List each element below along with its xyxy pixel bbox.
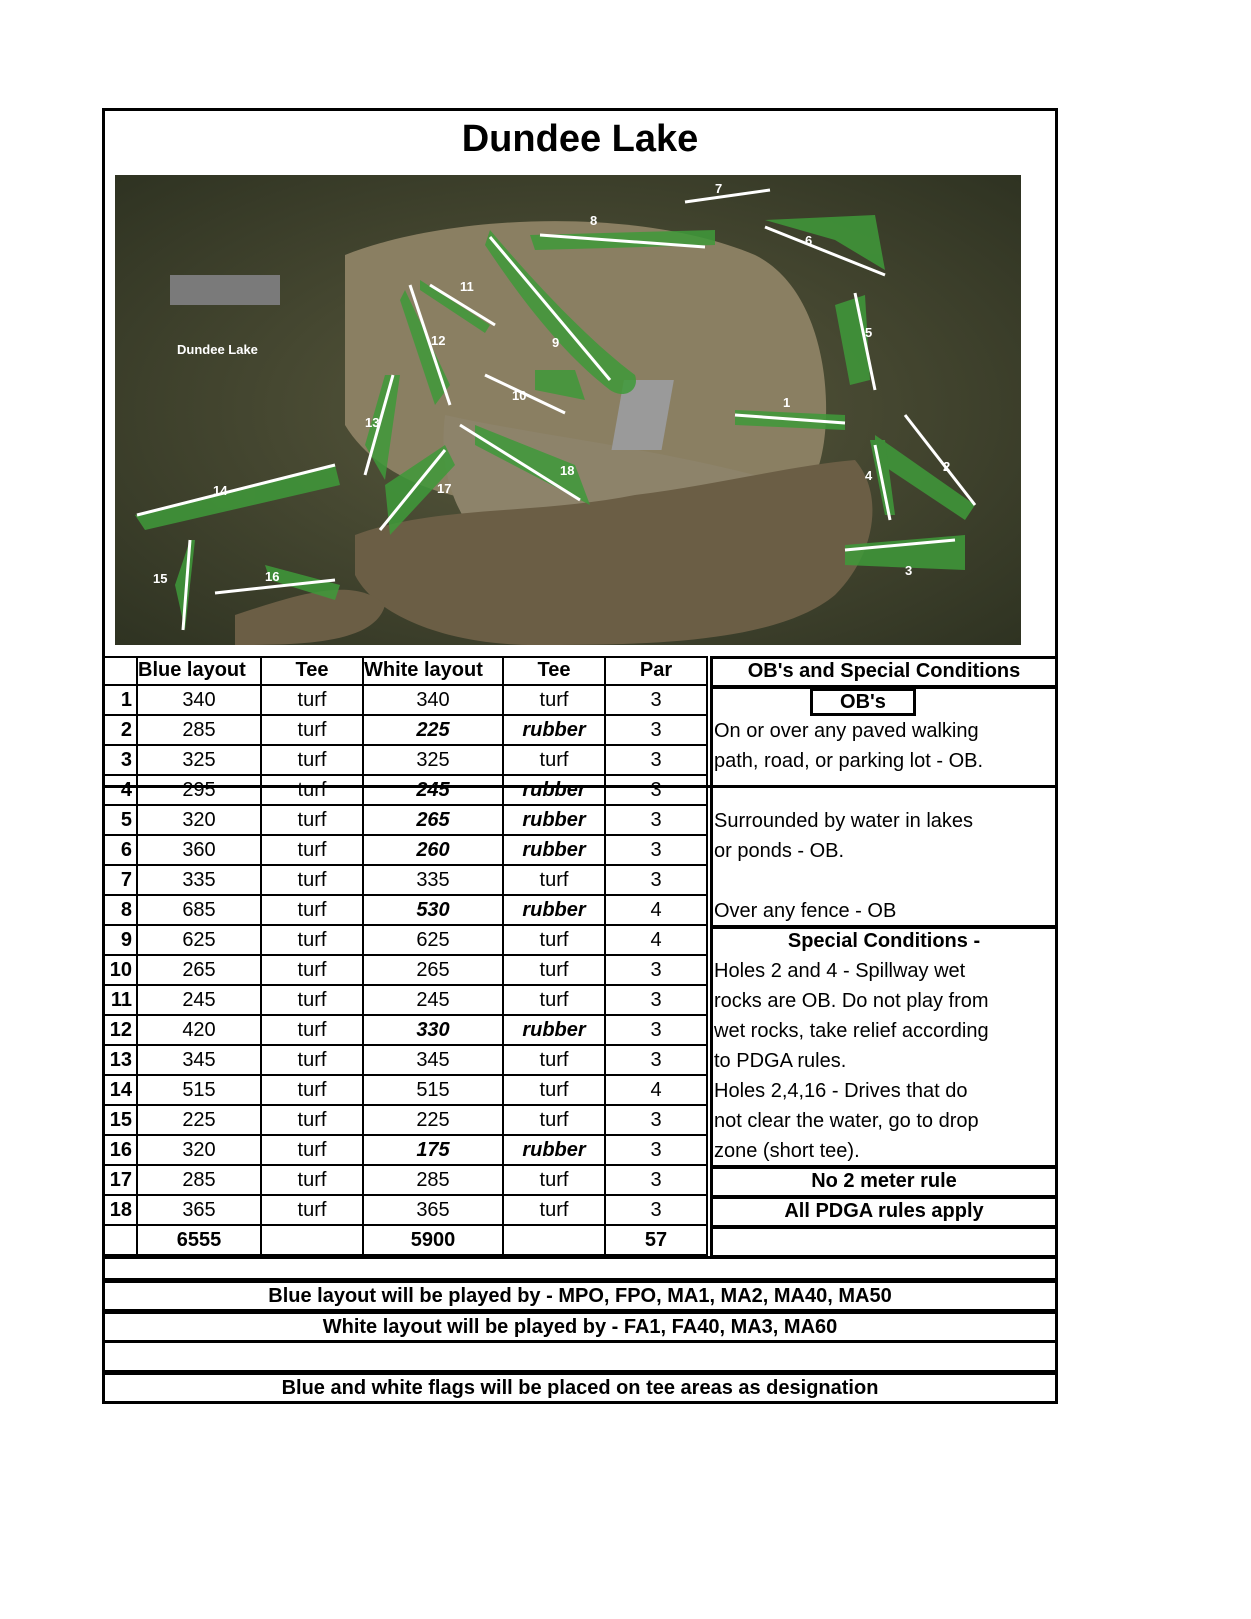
table-cell: turf [262, 686, 364, 716]
table-header-3: White layout [364, 656, 504, 686]
special-line: Holes 2 and 4 - Spillway wet [714, 959, 966, 982]
table-cell: turf [262, 1196, 364, 1226]
hole-number: 12 [102, 1016, 138, 1046]
hole-number: 11 [102, 986, 138, 1016]
map-hole-9: 9 [552, 335, 560, 350]
table-header-5: Par [606, 656, 708, 686]
table-cell: 340 [138, 686, 262, 716]
table-cell: turf [262, 986, 364, 1016]
ob-line [714, 776, 1054, 806]
table-cell: 320 [138, 806, 262, 836]
table-cell: 3 [606, 986, 708, 1016]
special-line: not clear the water, go to drop [714, 1109, 979, 1132]
table-cell: turf [262, 1076, 364, 1106]
table-cell: turf [504, 1196, 606, 1226]
table-cell: 345 [364, 1046, 504, 1076]
special-line: to PDGA rules. [714, 1049, 847, 1072]
table-cell: 3 [606, 1106, 708, 1136]
table-cell: rubber [504, 1136, 606, 1166]
table-bottom-rule [102, 1256, 1058, 1259]
table-cell: 335 [364, 866, 504, 896]
table-cell: rubber [504, 776, 606, 806]
hole-number: 15 [102, 1106, 138, 1136]
table-cell: rubber [504, 836, 606, 866]
table-cell: 3 [606, 956, 708, 986]
map-hole-8: 8 [590, 213, 598, 228]
table-cell: turf [504, 746, 606, 776]
map-hole-18: 18 [560, 463, 575, 478]
ob-line: or ponds - OB. [714, 839, 845, 862]
table-cell: 625 [138, 926, 262, 956]
table-cell: 515 [138, 1076, 262, 1106]
table-cell: 3 [606, 686, 708, 716]
map-hole-3: 3 [905, 563, 913, 578]
special-line: rocks are OB. Do not play from [714, 989, 989, 1012]
totals-cell [102, 1226, 138, 1256]
conditions-header: OB's and Special Conditions [747, 659, 1021, 682]
table-cell: 325 [364, 746, 504, 776]
table-header-4: Tee [504, 656, 606, 686]
table-cell: 3 [606, 866, 708, 896]
table-cell: turf [262, 1016, 364, 1046]
conditions-blank-box [710, 1226, 1058, 1258]
blank-row-2 [102, 1342, 1058, 1373]
table-cell: 360 [138, 836, 262, 866]
totals-cell [504, 1226, 606, 1256]
table-cell: turf [262, 836, 364, 866]
ob-line: Over any fence - OB [714, 899, 897, 922]
table-cell: rubber [504, 896, 606, 926]
map-lake-label: Dundee Lake [177, 342, 258, 357]
table-cell: 3 [606, 1016, 708, 1046]
table-cell: 4 [606, 1076, 708, 1106]
table-header-2: Tee [262, 656, 364, 686]
map-hole-7: 7 [715, 181, 723, 196]
table-cell: rubber [504, 1016, 606, 1046]
table-cell: 245 [364, 986, 504, 1016]
hole-number: 18 [102, 1196, 138, 1226]
table-cell: 225 [138, 1106, 262, 1136]
table-cell: turf [262, 746, 364, 776]
table-cell: 285 [364, 1166, 504, 1196]
table-cell: 225 [364, 716, 504, 746]
hole-number: 16 [102, 1136, 138, 1166]
table-cell: 285 [138, 716, 262, 746]
table-cell: turf [262, 1166, 364, 1196]
table-cell: 345 [138, 1046, 262, 1076]
table-cell: 4 [606, 896, 708, 926]
table-cell: 265 [364, 806, 504, 836]
hole-number: 4 [102, 776, 138, 806]
table-cell: turf [504, 926, 606, 956]
special-title: Special Conditions - [787, 929, 981, 952]
flags-note: Blue and white flags will be placed on tee areas as designation [102, 1372, 1058, 1404]
frame-left [102, 108, 105, 1404]
table-cell: turf [262, 956, 364, 986]
hole-number: 7 [102, 866, 138, 896]
table-cell: 260 [364, 836, 504, 866]
ob-line: On or over any paved walking [714, 719, 979, 742]
table-cell: turf [262, 806, 364, 836]
table-cell: 265 [364, 956, 504, 986]
hole-number: 5 [102, 806, 138, 836]
table-cell: 285 [138, 1166, 262, 1196]
aerial-map-image [115, 175, 1021, 645]
hole-number: 3 [102, 746, 138, 776]
special-line: wet rocks, take relief according [714, 1019, 989, 1042]
table-cell: 340 [364, 686, 504, 716]
table-cell: turf [504, 1166, 606, 1196]
totals-cell [262, 1226, 364, 1256]
table-cell: 515 [364, 1076, 504, 1106]
hole-number: 17 [102, 1166, 138, 1196]
map-hole-12: 12 [431, 333, 446, 348]
ob-line [714, 866, 1054, 896]
table-cell: 685 [138, 896, 262, 926]
table-cell: 330 [364, 1016, 504, 1046]
rule-no-2-meter: No 2 meter rule [811, 1169, 957, 1192]
map-hole-17: 17 [437, 481, 452, 496]
table-cell: turf [262, 716, 364, 746]
table-cell: turf [504, 986, 606, 1016]
hole-number: 2 [102, 716, 138, 746]
white-layout-note: White layout will be played by - FA1, FA40, MA3, MA60 [102, 1311, 1058, 1343]
hole-number: 9 [102, 926, 138, 956]
table-cell: turf [262, 896, 364, 926]
page-title: Dundee Lake [102, 108, 1058, 170]
table-cell: 3 [606, 1046, 708, 1076]
table-cell: 365 [138, 1196, 262, 1226]
hole-number: 14 [102, 1076, 138, 1106]
map-hole-6: 6 [805, 233, 813, 248]
table-cell: turf [262, 866, 364, 896]
blue-layout-note: Blue layout will be played by - MPO, FPO, MA1, MA2, MA40, MA50 [102, 1280, 1058, 1312]
table-cell: rubber [504, 716, 606, 746]
hole-number: 1 [102, 686, 138, 716]
table-header-0 [102, 656, 138, 686]
map-hole-13: 13 [365, 415, 380, 430]
table-cell: turf [262, 1136, 364, 1166]
ob-line: path, road, or parking lot - OB. [714, 749, 984, 772]
table-header-1: Blue layout [138, 656, 262, 686]
hole-number: 10 [102, 956, 138, 986]
table-cell: 245 [138, 986, 262, 1016]
table-cell: 420 [138, 1016, 262, 1046]
hole-number: 8 [102, 896, 138, 926]
totals-cell: 5900 [364, 1226, 504, 1256]
table-cell: 295 [138, 776, 262, 806]
table-cell: 4 [606, 926, 708, 956]
table-cell: 3 [606, 806, 708, 836]
table-cell: 245 [364, 776, 504, 806]
map-hole-1: 1 [783, 395, 791, 410]
totals-cell: 57 [606, 1226, 708, 1256]
map-hole-2: 2 [943, 459, 951, 474]
table-cell: 3 [606, 1136, 708, 1166]
table-cell: 3 [606, 1166, 708, 1196]
map-hole-11: 11 [460, 279, 474, 294]
map-hole-5: 5 [865, 325, 873, 340]
scorecard-sheet [102, 108, 1058, 1446]
table-cell: 3 [606, 776, 708, 806]
map-hole-10: 10 [512, 388, 527, 403]
table-cell: rubber [504, 806, 606, 836]
table-cell: turf [262, 926, 364, 956]
table-cell: 335 [138, 866, 262, 896]
table-cell: turf [504, 866, 606, 896]
table-cell: 3 [606, 836, 708, 866]
table-cell: turf [504, 1076, 606, 1106]
table-cell: turf [504, 1106, 606, 1136]
map-hole-4: 4 [865, 468, 873, 483]
table-cell: turf [262, 776, 364, 806]
table-cell: 365 [364, 1196, 504, 1226]
table-cell: 320 [138, 1136, 262, 1166]
table-cell: 3 [606, 716, 708, 746]
totals-cell: 6555 [138, 1226, 262, 1256]
special-line: Holes 2,4,16 - Drives that do [714, 1079, 968, 1102]
hole-number: 6 [102, 836, 138, 866]
rule-pdga: All PDGA rules apply [784, 1199, 984, 1222]
table-cell: 325 [138, 746, 262, 776]
frame-right [1055, 108, 1058, 1404]
ob-title: OB's [840, 690, 886, 713]
table-cell: turf [504, 956, 606, 986]
table-cell: turf [262, 1046, 364, 1076]
table-cell: 265 [138, 956, 262, 986]
ob-line: Surrounded by water in lakes [714, 809, 974, 832]
table-cell: turf [504, 686, 606, 716]
table-cell: 225 [364, 1106, 504, 1136]
table-cell: 530 [364, 896, 504, 926]
special-line: zone (short tee). [714, 1139, 860, 1162]
table-cell: turf [262, 1106, 364, 1136]
map-hole-15: 15 [153, 571, 168, 586]
table-cell: 3 [606, 746, 708, 776]
map-hole-14: 14 [213, 483, 228, 498]
table-cell: 3 [606, 1196, 708, 1226]
hole-number: 13 [102, 1046, 138, 1076]
table-cell: 625 [364, 926, 504, 956]
map-hole-16: 16 [265, 569, 280, 584]
table-cell: 175 [364, 1136, 504, 1166]
table-cell: turf [504, 1046, 606, 1076]
